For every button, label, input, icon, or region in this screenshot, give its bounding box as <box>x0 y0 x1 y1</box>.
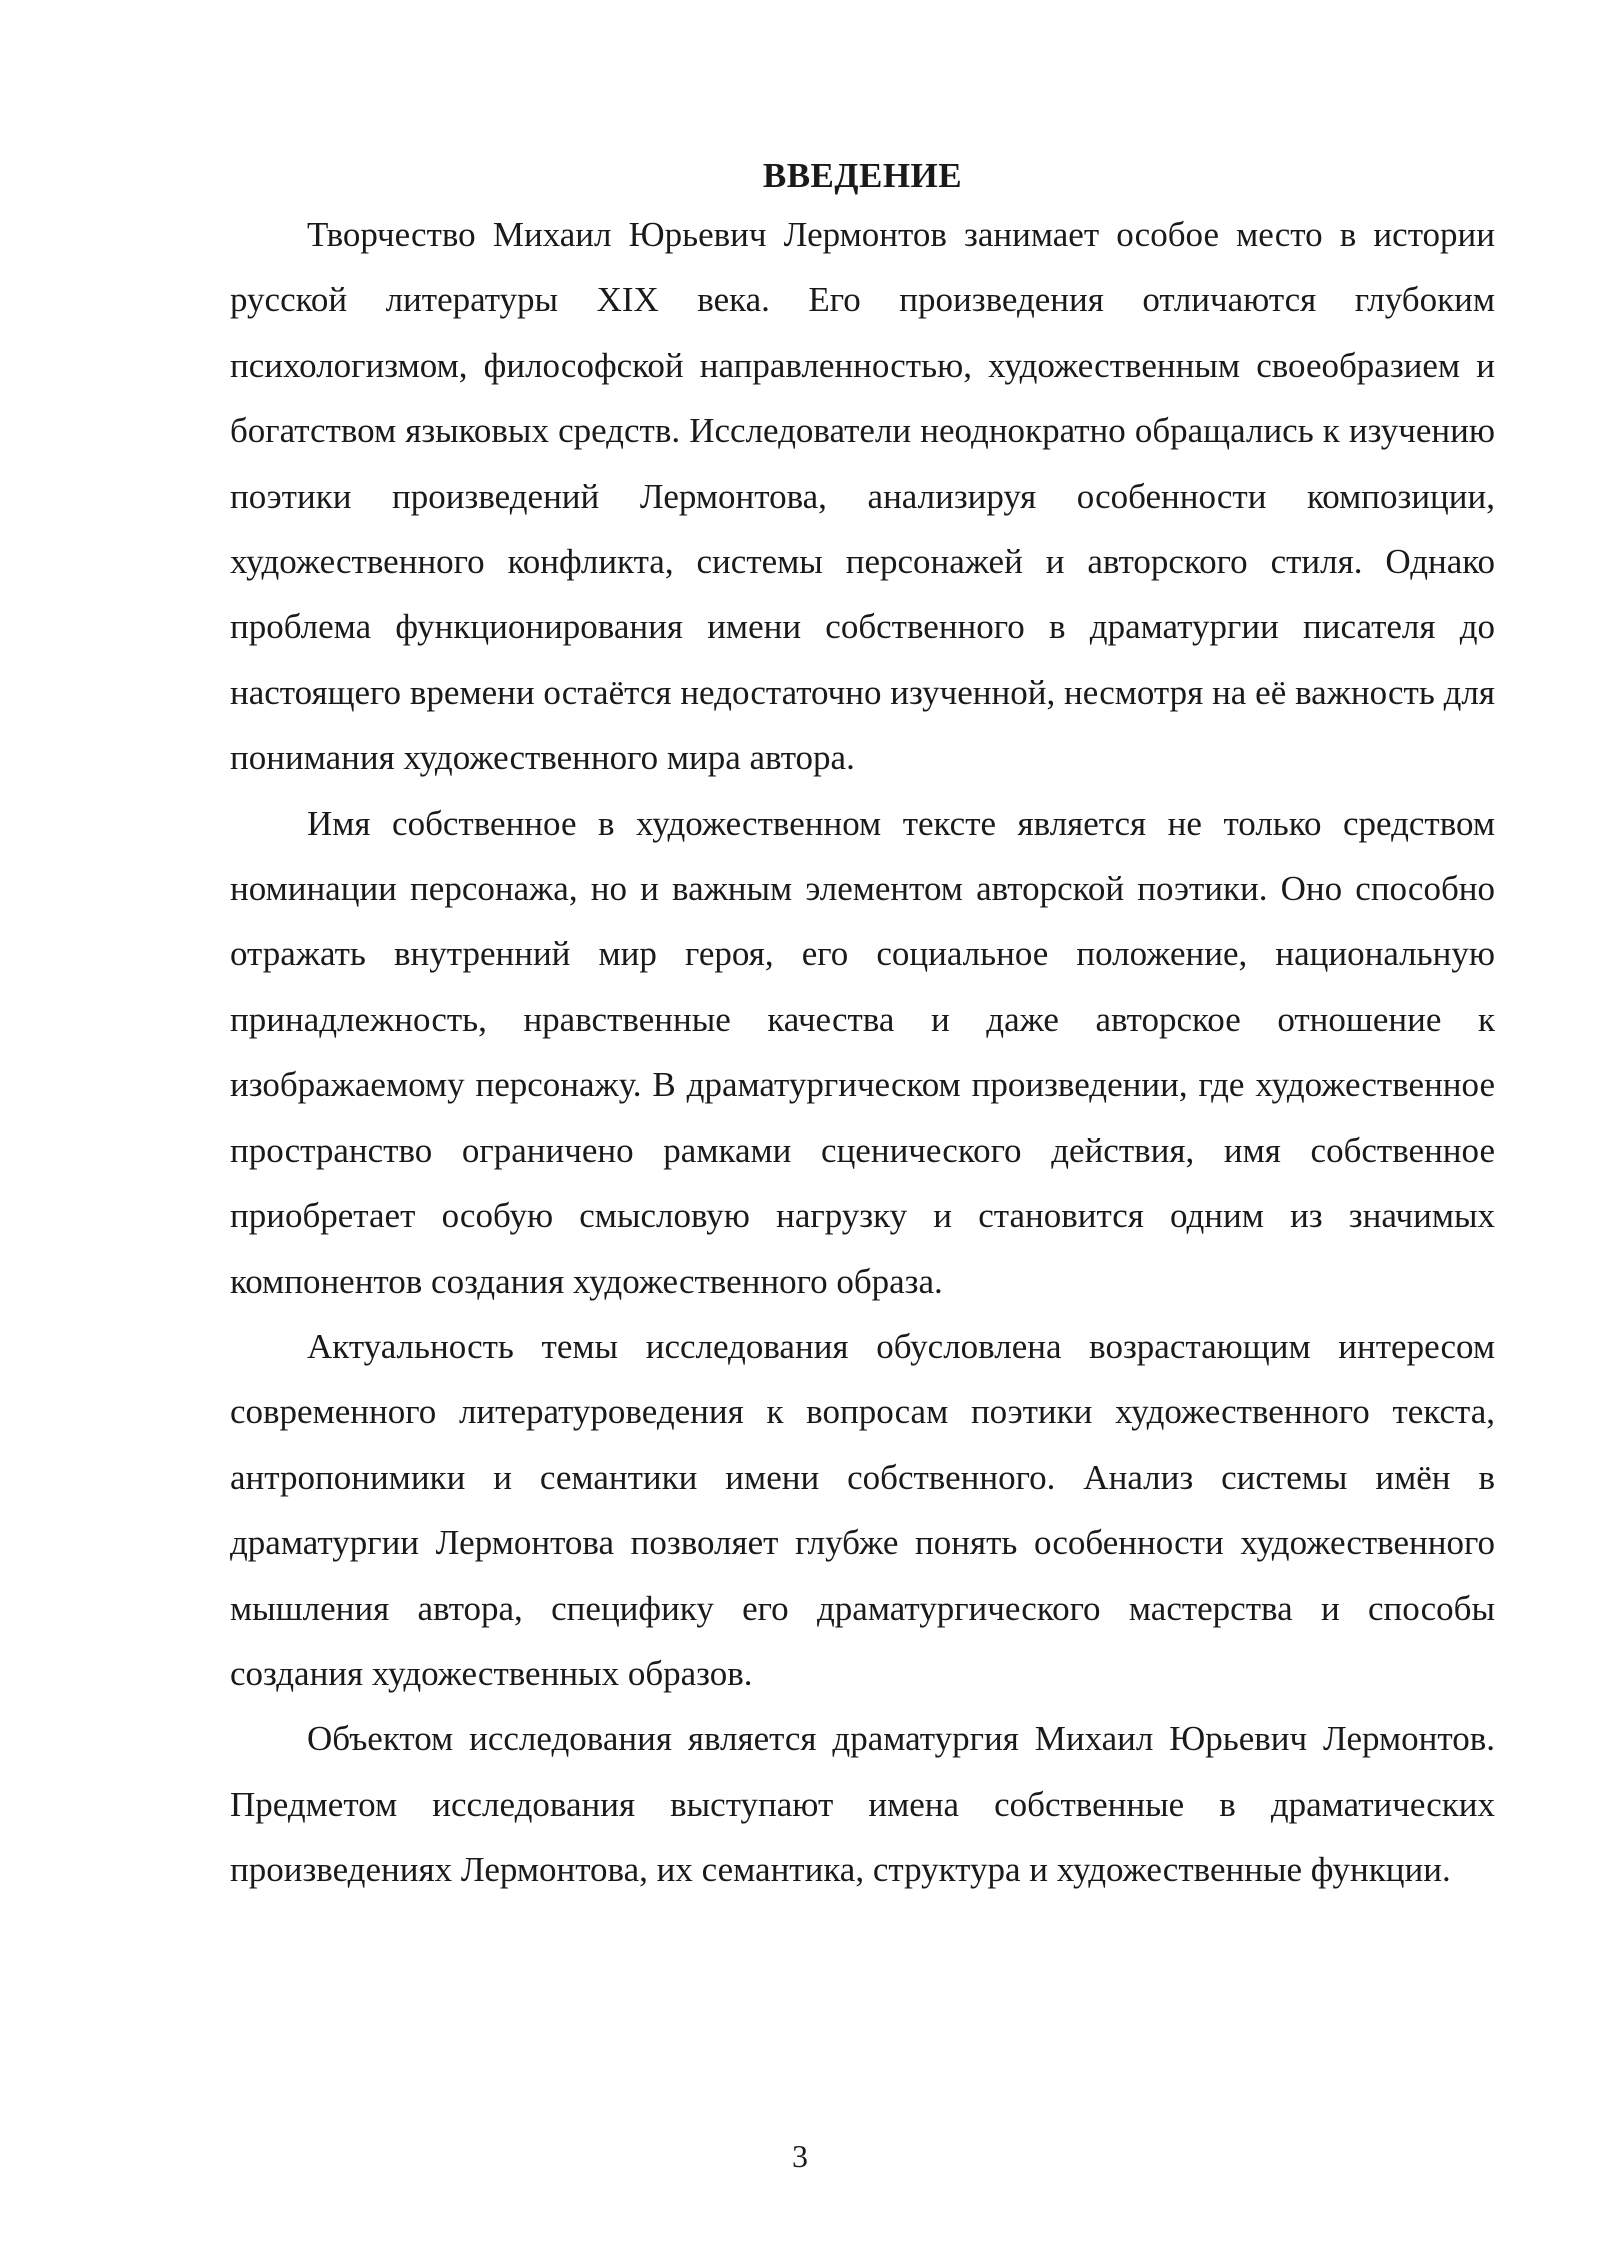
paragraph-2: Имя собственное в художественном тексте является не только средством номинации персонажа, но и важным элементом авторской поэтики. Оно способно отражать внутренний мир героя, его социальное положение, национальную принадлежность, нравственные качества и даже авторское отношение к изображаемому персонажу. В драматургическом произведении, где художественное пространство ограничено рамками сценического действия, имя собственное приобретает особую смысловую нагрузку и становится одним из значимых компонентов создания художественного образа. <box>230 803 1495 1301</box>
section-heading: ВВЕДЕНИЕ <box>762 156 963 195</box>
paragraph-4: Объектом исследования является драматургия Михаил Юрьевич Лермонтов. Предметом исследования выступают имена собственные в драматических произведениях Лермонтова, их семантика, структура и художественные функции. <box>230 1719 1495 1890</box>
paragraph-3: Актуальность темы исследования обусловлена возрастающим интересом современного литературоведения к вопросам поэтики художественного текста, антропонимики и семантики имени собственного. Анализ системы имён в драматургии Лермонтова позволяет глубже понять особенности художественного мышления автора, специфику его драматургического мастерства и способы создания художественных образов. <box>230 1326 1495 1693</box>
page-number: 3 <box>792 2138 808 2174</box>
paragraph-1: Творчество Михаил Юрьевич Лермонтов занимает особое место в истории русской литературы XIX века. Его произведения отличаются глубоким психологизмом, философской направленностью, художественным своеобразием и богатством языковых средств. Исследователи неоднократно обращались к изучению поэтики произведений Лермонтова, анализируя особенности композиции, художественного конфликта, системы персонажей и авторского стиля. Однако проблема функционирования имени собственного в драматургии писателя до настоящего времени остаётся недостаточно изученной, несмотря на её важность для понимания художественного мира автора. <box>230 215 1495 778</box>
page-content <box>230 150 1495 1903</box>
